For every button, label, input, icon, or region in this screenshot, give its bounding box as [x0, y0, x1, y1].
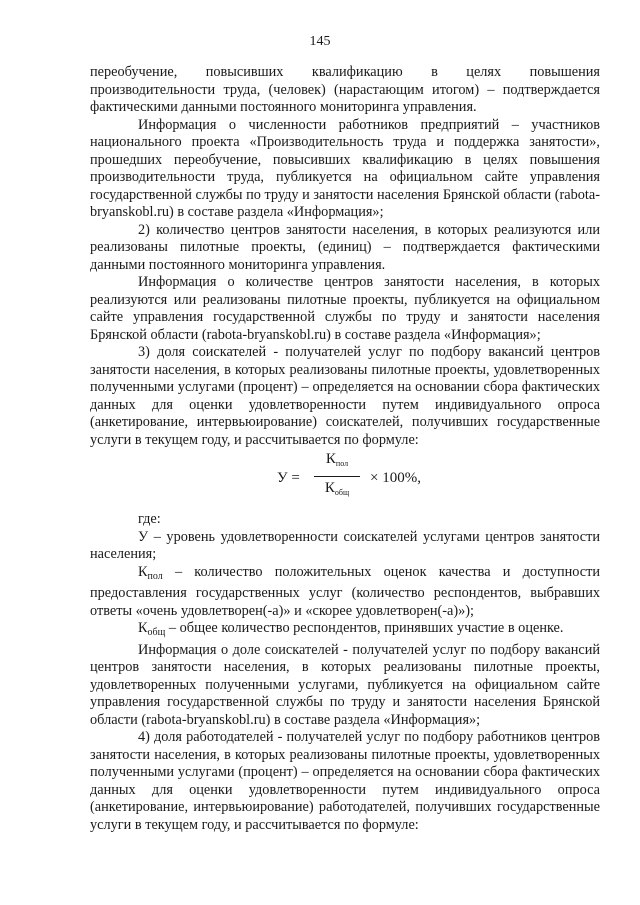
- document-body: [90, 64, 600, 834]
- paragraph-4: Информация о количестве центров занятости населения, в которых реализуются или реализованы пилотные проекты, публикуется на официальном сайте управления государственной службы по труду и занятости населения Брянской области (rabota-bryanskobl.ru) в составе раздела «Информация»;: [90, 274, 600, 343]
- formula-lhs: У =: [277, 470, 300, 486]
- paragraph-7: 4) доля работодателей - получателей услуг по подбору работников центров занятости населения, в которых реализованы пилотные проекты, удовлетворенных полученными услугами (процент) – определяется на основании сбора фактических данных для оценки удовлетворенности путем индивидуального опроса (анкетирование, интервьюирование) работодателей, получивших государственные услуги в текущем году, и рассчитывается по формуле:: [90, 729, 600, 833]
- paragraph-3: 2) количество центров занятости населения, в которых реализуются или реализованы пилотные проекты, (единиц) – подтверждается фактическими данными постоянного мониторинга управления.: [90, 221, 600, 273]
- formula-numerator: $К_{пол}$: [314, 451, 360, 477]
- paragraph-5: 3) доля соискателей - получателей услуг по подбору вакансий центров занятости населения, в которых реализованы пилотные проекты, удовлетворенных полученными услугами (процент) – определяется на основании сбора фактических данных для оценки удовлетворенности путем индивидуального опроса (анкетирование, интервьюирование) соискателей, получивших государственные услуги в текущем году, и рассчитывается по формуле:: [90, 344, 600, 448]
- page-number: 145: [309, 34, 331, 49]
- definition-u: У – уровень удовлетворенности соискателей услугами центров занятости населения;: [90, 528, 600, 562]
- definition-k-pol: $К_{пол}$ – количество положительных оценок качества и доступности предоставления государственных услуг (количество респондентов, выбравших ответы «очень удовлетворен(-а)» и «скорее удовлетворен(-а)»);: [90, 563, 600, 619]
- formula-denominator: $К_{общ}$: [324, 479, 350, 497]
- formula-rhs: × 100%,: [370, 470, 421, 486]
- paragraph-6: Информация о доле соискателей - получателей услуг по подбору вакансий центров занятости населения, в которых реализованы пилотные проекты, удовлетворенных полученными услугами, публикуется на официальном сайте управления государственной службы по труду и занятости населения Брянской области (rabota-bryanskobl.ru) в составе раздела «Информация»;: [90, 641, 600, 728]
- definition-k-obsh: $К_{общ}$ – общее количество респондентов, принявших участие в оценке.: [138, 620, 564, 638]
- formula-fraction: [314, 451, 360, 501]
- paragraph-1: переобучение, повысивших квалификацию в целях повышения производительности труда, (человек) (нарастающим итогом) – подтверждается фактическими данными постоянного мониторинга управления.: [90, 64, 600, 115]
- satisfaction-formula: [90, 449, 600, 511]
- where-label: где:: [138, 511, 161, 527]
- paragraph-2: Информация о численности работников предприятий – участников национального проекта «Производительность труда и поддержка занятости», прошедших переобучение, повысивших квалификацию в целях повышения производительности труда, публикуется на официальном сайте управления государственной службы по труду и занятости населения Брянской области (rabota-bryanskobl.ru) в составе раздела «Информация»;: [90, 116, 600, 220]
